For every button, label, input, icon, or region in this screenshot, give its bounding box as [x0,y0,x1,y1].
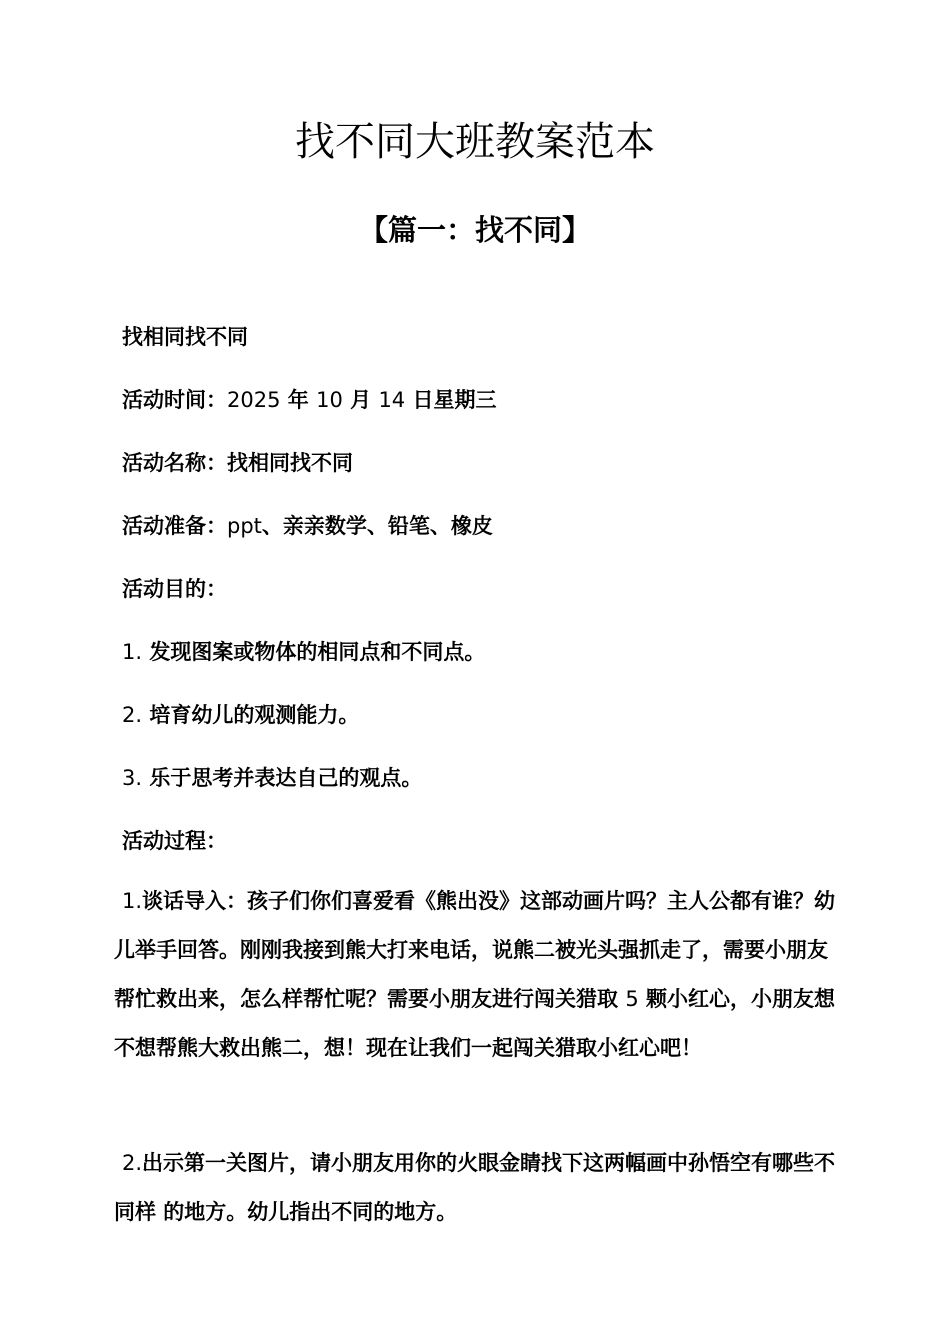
goal-item [122,700,359,730]
time-day-rest: 日星期三 [412,388,497,412]
step-count: 5 [625,987,639,1011]
prep-line [122,511,493,541]
process-step-1 [114,877,844,1073]
step-number: 2. [122,1151,143,1175]
time-line [122,385,496,415]
process-step-2 [114,1139,844,1237]
time-month: 10 [316,388,343,412]
time-label: 活动时间： [122,388,227,412]
goal-number: 2. [122,703,143,727]
time-year-unit: 年 [287,388,309,412]
process-label: 活动过程： [122,829,227,853]
step-text: 出示第一关图片，请小朋友用你的火眼金睛找下这两幅画中孙悟空有哪些不同样 的地方。幼儿指出不同的地方。 [114,1151,836,1224]
goal-text: 发现图案或物体的相同点和不同点。 [149,640,486,664]
time-month-unit: 月 [350,388,372,412]
document-title: 找不同大班教案范本 [295,119,655,165]
goal-text: 乐于思考并表达自己的观点。 [149,766,423,790]
goal-number: 3. [122,766,143,790]
step-text: 颗小红心，小朋友想不想帮熊大救出熊二，想！现在让我们一起闯关猎取小红心吧！ [114,987,835,1060]
goal-item [122,763,422,793]
prep-ppt: ppt [227,514,262,538]
goal-text: 培育幼儿的观测能力。 [149,703,360,727]
topic-line: 找相同找不同 [122,325,248,349]
goal-label: 活动目的： [122,577,227,601]
goal-number: 1. [122,640,143,664]
section-heading: 【篇一：找不同】 [358,213,591,247]
step-number: 1. [122,889,143,913]
prep-rest: 、亲亲数学、铅笔、橡皮 [261,514,493,538]
time-day: 14 [378,388,406,412]
goal-item [122,637,485,667]
name-line: 活动名称：找相同找不同 [122,451,353,475]
prep-label: 活动准备： [122,514,227,538]
step-text: 谈话导入：孩子们你们喜爱看《熊出没》这部动画片吗？主人公都有谁？幼儿举手回答。刚刚我接到熊大打来电话，说熊二被光头强抓走了，需要小朋友帮忙救出来，怎么样帮忙呢？需要小朋友进行闯关猎取 [114,889,836,1011]
time-year: 2025 [227,388,281,412]
